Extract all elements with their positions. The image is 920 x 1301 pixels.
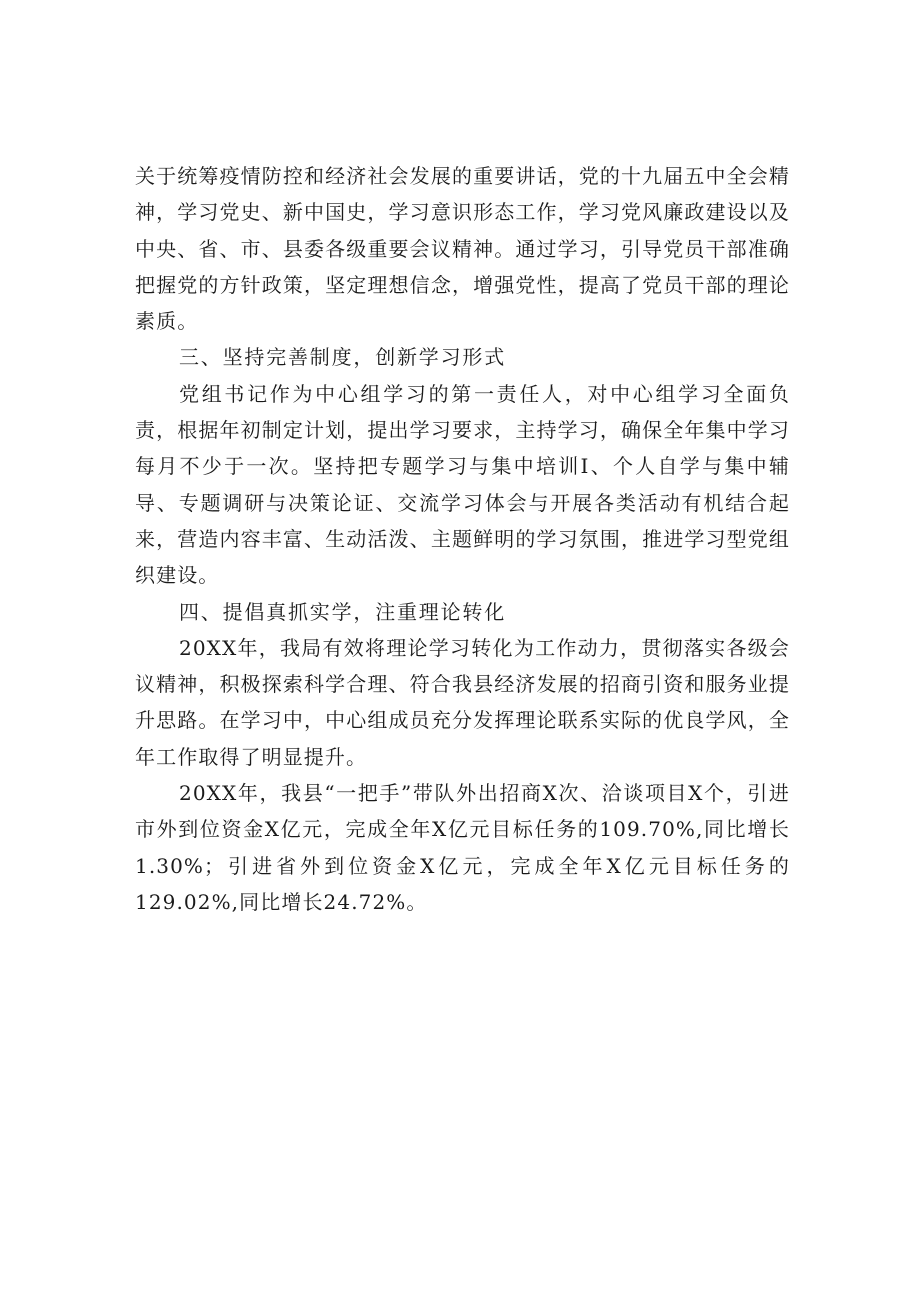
paragraph-party-secretary: 党组书记作为中心组学习的第一责任人，对中心组学习全面负责，根据年初制定计划，提出学习要求，主持学习，确保全年集中学习每月不少于一次。坚持把专题学习与集中培训I、个人自学与集中辅导、专题调研与决策论证、交流学习体会与开展各类活动有机结合起来，营造内容丰富、生动活泼、主题鲜明的学习氛围，推进学习型党组织建设。 (135, 381, 790, 588)
section-heading-four: 四、提倡真抓实学，注重理论转化 (179, 599, 506, 624)
paragraph-theory-transformation: 20XX年，我局有效将理论学习转化为工作动力，贯彻落实各级会议精神，积极探索科学合理、符合我县经济发展的招商引资和服务业提升思路。在学习中，中心组成员充分发挥理论联系实际的优良学风，全年工作取得了明显提升。 (135, 635, 790, 769)
document-body (135, 158, 790, 920)
paragraph-study-content: 关于统筹疫情防控和经济社会发展的重要讲话，党的十九届五中全会精神，学习党史、新中国史，学习意识形态工作，学习党风廉政建设以及中央、省、市、县委各级重要会议精神。通过学习，引导党员干部准确把握党的方针政策，坚定理想信念，增强党性，提高了党员干部的理论素质。 (135, 164, 790, 334)
section-heading-three: 三、坚持完善制度，创新学习形式 (179, 345, 506, 370)
paragraph-investment-results: 20XX年，我县“一把手”带队外出招商X次、洽谈项目X个，引进市外到位资金X亿元，完成全年X亿元目标任务的109.70%,同比增长1.30%；引进省外到位资金X亿元，完成全年X亿元目标任务的129.02%,同比增长24.72%。 (135, 781, 790, 914)
